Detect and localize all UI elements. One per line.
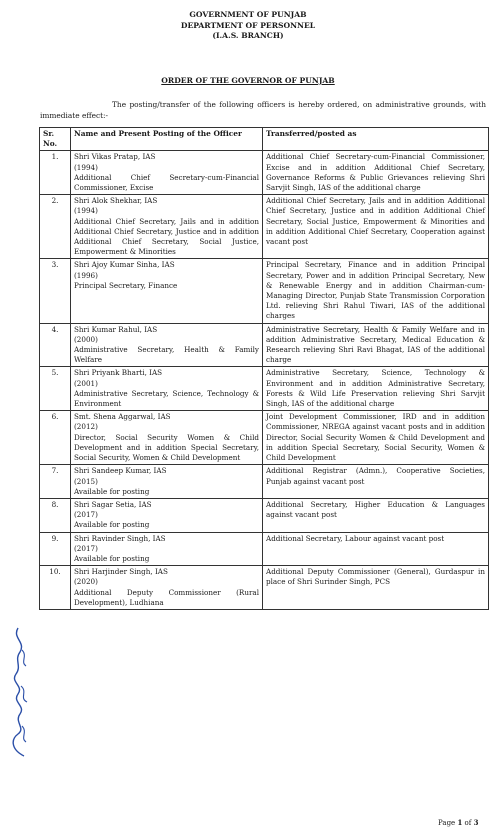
row-transferred-as: Additional Chief Secretary-cum-Financial Commissioner, Excise and in addition Additional Chief Secretary, Governance Reforms & Public Grievances relieving Shri Sarvjit Singh, IAS of the additional charge xyxy=(263,151,489,195)
row-sr-no: 10. xyxy=(40,566,71,610)
officer-name: Shri Sagar Setia, IAS xyxy=(74,499,152,509)
row-transferred-as: Additional Secretary, Labour against vacant post xyxy=(263,532,489,566)
row-transferred-as: Administrative Secretary, Science, Technology & Environment and in addition Administrative Secretary, Forests & Wild Life Preservation relieving Shri Sarvjit Singh, IAS of the additional charge xyxy=(263,367,489,411)
officer-batch: (2020) xyxy=(74,577,98,587)
page-total: 3 xyxy=(473,818,479,827)
row-transferred-as: Joint Development Commissioner, IRD and in addition Commissioner, NREGA against vacant posts and in addition Director, Social Security Women & Child Development and in addition Special Secretary, Social Security, Women & Child Development xyxy=(263,411,489,465)
row-transferred-as: Additional Chief Secretary, Jails and in addition Additional Chief Secretary, Justice and in addition Additional Chief Secretary, Social Justice, Empowerment & Minorities and in addition Additional Chief Secretary, Cooperation against vacant post xyxy=(263,195,489,259)
officer-name: Shri Ravinder Singh, IAS xyxy=(74,533,166,543)
table-header-row xyxy=(40,128,489,151)
row-sr-no: 5. xyxy=(40,367,71,411)
row-transferred-as: Additional Deputy Commissioner (General), Gurdaspur in place of Shri Surinder Singh, PCS xyxy=(263,566,489,610)
row-officer xyxy=(71,151,263,195)
row-sr-no: 9. xyxy=(40,532,71,566)
table-row xyxy=(40,411,489,465)
officer-present-posting: Administrative Secretary, Science, Technology & Environment xyxy=(74,388,259,409)
row-sr-no: 3. xyxy=(40,259,71,323)
officer-name: Shri Harjinder Singh, IAS xyxy=(74,567,168,577)
officer-present-posting: Available for posting xyxy=(74,486,150,496)
table-row xyxy=(40,151,489,195)
header-branch: (I.A.S. BRANCH) xyxy=(212,31,284,40)
officer-name: Shri Vikas Pratap, IAS xyxy=(74,152,156,162)
table-row xyxy=(40,566,489,610)
intro-paragraph xyxy=(40,99,486,121)
row-officer xyxy=(71,323,263,367)
header-officer: Name and Present Posting of the Officer xyxy=(71,128,263,151)
header-government: GOVERNMENT OF PUNJAB xyxy=(189,10,307,19)
signature xyxy=(4,622,32,762)
table-row xyxy=(40,323,489,367)
officer-present-posting: Available for posting xyxy=(74,553,150,563)
officer-batch: (1996) xyxy=(74,270,98,280)
row-sr-no: 6. xyxy=(40,411,71,465)
officer-present-posting: Director, Social Security Women & Child Development and in addition Special Secretary, Social Security, Women & Child Development xyxy=(74,432,259,463)
row-officer xyxy=(71,566,263,610)
officer-present-posting: Additional Chief Secretary, Jails and in addition Additional Chief Secretary, Justice and in addition Additional Chief Secretary, Social Justice, Empowerment & Minorities xyxy=(74,216,259,257)
officer-name: Smt. Shena Aggarwal, IAS xyxy=(74,412,171,422)
officer-batch: (2012) xyxy=(74,422,98,432)
header-department: DEPARTMENT OF PERSONNEL xyxy=(180,20,316,30)
header-sr-no: Sr. No. xyxy=(40,128,71,151)
table-body xyxy=(40,151,489,610)
officer-batch: (2000) xyxy=(74,334,98,344)
row-officer xyxy=(71,498,263,532)
officer-name: Shri Alok Shekhar, IAS xyxy=(74,196,158,206)
officer-batch: (1994) xyxy=(74,206,98,216)
officer-name: Shri Priyank Bharti, IAS xyxy=(74,368,163,378)
officer-name: Shri Ajoy Kumar Sinha, IAS xyxy=(74,260,175,270)
page-current: 1 xyxy=(457,818,463,827)
intro-text: The posting/transfer of the following officers is hereby ordered, on administrative grounds, with immediate effect:- xyxy=(40,100,486,120)
row-transferred-as: Principal Secretary, Finance and in addition Principal Secretary, Power and in addition Principal Secretary, New & Renewable Energy and in addition Chairman-cum-Managing Director, Punjab State Transmission Corporation Ltd. relieving Shri Rahul Tiwari, IAS of the additional charges xyxy=(263,259,489,323)
officer-name: Shri Kumar Rahul, IAS xyxy=(74,324,158,334)
table-row xyxy=(40,259,489,323)
row-officer xyxy=(71,532,263,566)
officer-batch: (2017) xyxy=(74,543,98,553)
document-header xyxy=(0,10,496,42)
order-title: ORDER OF THE GOVERNOR OF PUNJAB xyxy=(161,76,335,85)
page-number xyxy=(438,818,478,827)
table-row xyxy=(40,195,489,259)
transfer-table xyxy=(39,127,489,610)
row-sr-no: 4. xyxy=(40,323,71,367)
row-officer xyxy=(71,411,263,465)
header-transferred: Transferred/posted as xyxy=(263,128,489,151)
officer-batch: (2015) xyxy=(74,476,98,486)
row-transferred-as: Additional Secretary, Higher Education & Languages against vacant post xyxy=(263,498,489,532)
page-word: Page xyxy=(438,819,456,827)
officer-present-posting: Principal Secretary, Finance xyxy=(74,280,178,290)
row-sr-no: 2. xyxy=(40,195,71,259)
row-officer xyxy=(71,465,263,499)
table-row xyxy=(40,367,489,411)
table-row xyxy=(40,532,489,566)
row-officer xyxy=(71,367,263,411)
table-row xyxy=(40,465,489,499)
officer-present-posting: Administrative Secretary, Health & Family Welfare xyxy=(74,345,259,365)
row-sr-no: 7. xyxy=(40,465,71,499)
officer-present-posting: Additional Chief Secretary-cum-Financial Commissioner, Excise xyxy=(74,172,259,193)
row-transferred-as: Administrative Secretary, Health & Family Welfare and in addition Administrative Secretary, Medical Education & Research relieving Shri Ravi Bhagat, IAS of the additional charge xyxy=(263,323,489,367)
row-transferred-as: Additional Registrar (Admn.), Cooperative Societies, Punjab against vacant post xyxy=(263,465,489,499)
officer-name: Shri Sandeep Kumar, IAS xyxy=(74,466,167,476)
row-officer xyxy=(71,195,263,259)
page-of-word: of xyxy=(464,819,472,827)
officer-batch: (1994) xyxy=(74,162,98,172)
table-row xyxy=(40,498,489,532)
officer-batch: (2017) xyxy=(74,510,98,520)
row-sr-no: 8. xyxy=(40,498,71,532)
officer-present-posting: Available for posting xyxy=(74,520,150,530)
row-officer xyxy=(71,259,263,323)
officer-batch: (2001) xyxy=(74,378,98,388)
officer-present-posting: Additional Deputy Commissioner (Rural Development), Ludhiana xyxy=(74,587,259,607)
row-sr-no: 1. xyxy=(40,151,71,195)
